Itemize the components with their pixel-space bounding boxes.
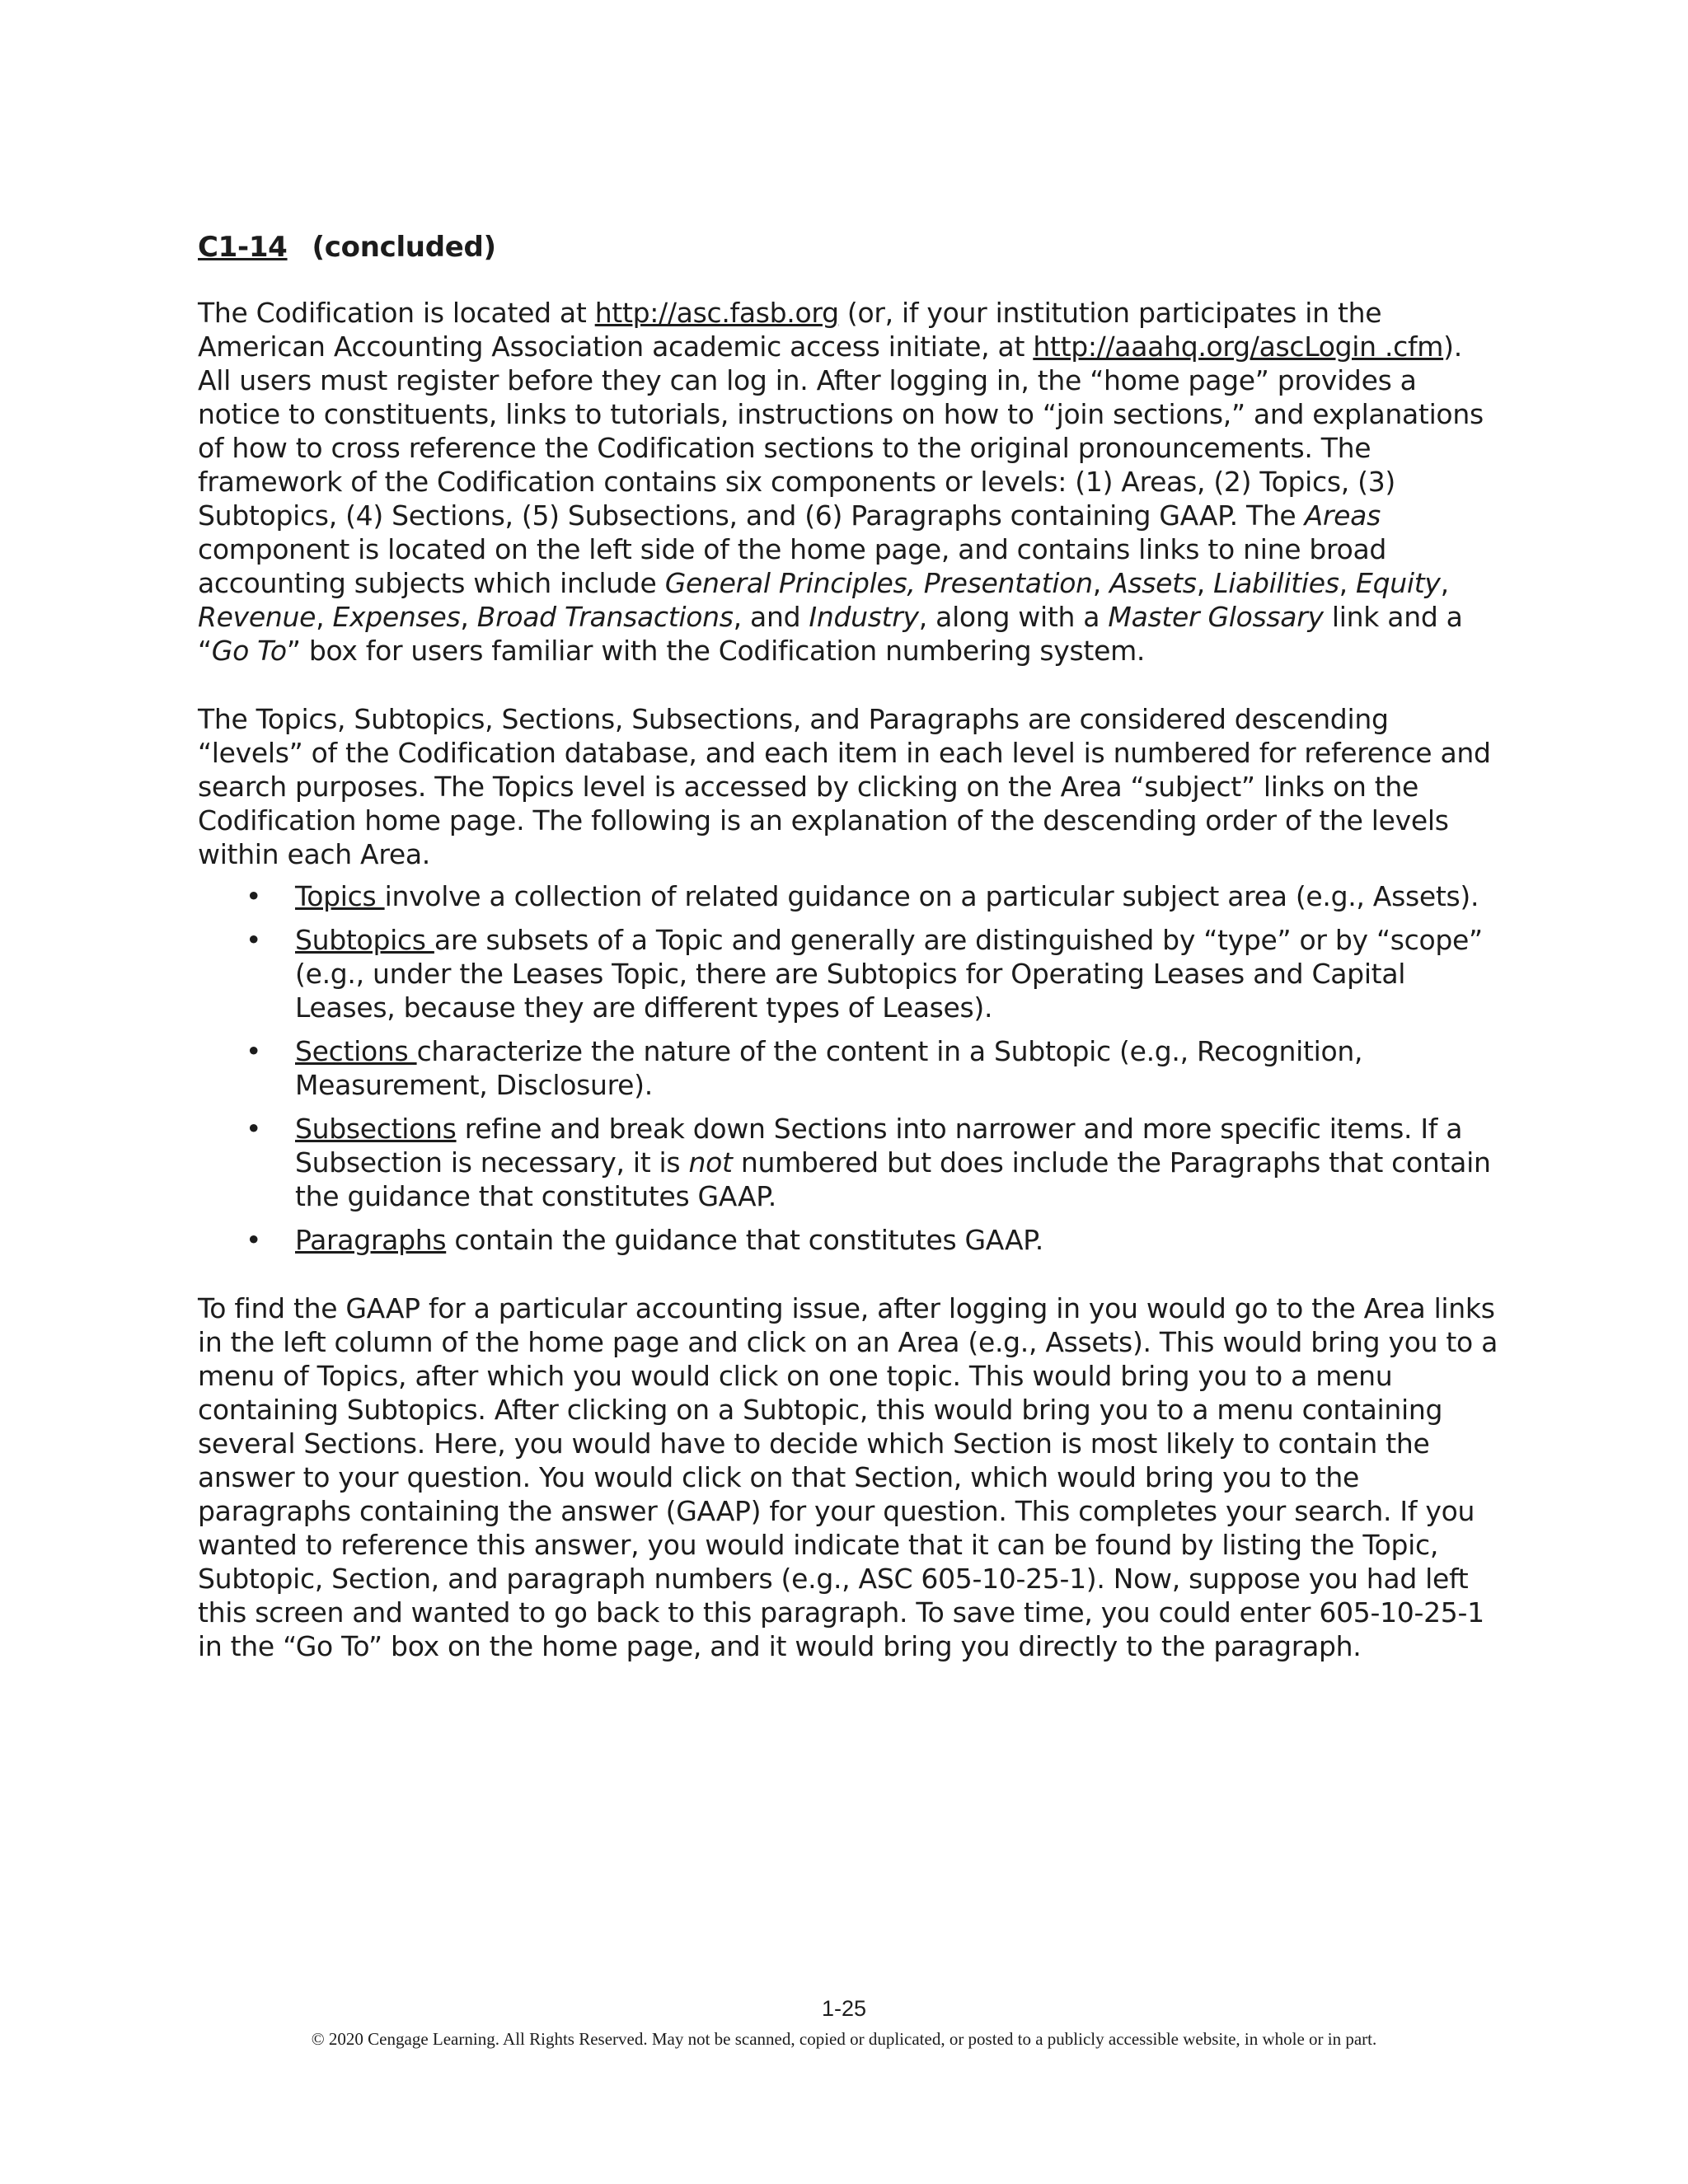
italic-areas: Areas: [1304, 499, 1381, 532]
text-run: , and: [733, 601, 809, 633]
bullet-icon: •: [246, 1113, 262, 1145]
bullet-icon: •: [246, 880, 262, 912]
text-run: ,: [1339, 567, 1357, 599]
text-run: component is located on the left side of the home page, and contains links to nine broad accounting subjects which include: [198, 533, 1387, 599]
term-topics: Topics: [295, 880, 385, 912]
text-run: (or, if your institution participates in the American Accounting Association academic access initiate, at: [198, 297, 1382, 363]
text-run: ,: [1196, 567, 1214, 599]
term-subsections: Subsections: [295, 1113, 457, 1145]
definition-text: contain the guidance that constitutes GAAP.: [446, 1224, 1043, 1256]
term-sections: Sections: [295, 1035, 417, 1067]
text-run: ). All users must register before they can log in. After logging in, the “home page” provides a notice to constituents, links to tutorials, instructions on how to “join sections,” and explanations of how to cross reference the Codification sections to the original pronouncements. The framework of the Codification contains six components or levels: (1) Areas, (2) Topics, (3) Subtopics, (4) Sections, (5) Subsections, and (6) Paragraphs containing GAAP. The: [198, 330, 1484, 532]
paragraph-finding-gaap: To find the GAAP for a particular accounting issue, after logging in you would go to the Area links in the left column of the home page and click on an Area (e.g., Assets). This would bring you to a menu of Topics, after which you would click on one topic. This would bring you to a menu containing Subtopics. After clicking on a Subtopic, this would bring you to a menu containing several Sections. Here, you would have to decide which Section is most likely to contain the answer to your question. You would click on that Section, which would bring you to the paragraphs containing the answer (GAAP) for your question. This completes your search. If you wanted to reference this answer, you would indicate that it can be found by listing the Topic, Subtopic, Section, and paragraph numbers (e.g., ASC 605-10-25-1). Now, suppose you had left this screen and wanted to go back to this paragraph. To save time, you could enter 605-10-25-1 in the “Go To” box on the home page, and it would bring you directly to the paragraph.: [198, 1292, 1498, 1662]
italic-revenue: Revenue: [198, 601, 316, 633]
definition-text: refine and break down Sections into narrower and more specific items. If a Subsection is necessary, it is: [295, 1113, 1463, 1179]
definition-text: characterize the nature of the content in a Subtopic (e.g., Recognition, Measurement, Disclosure).: [295, 1035, 1363, 1101]
levels-list: [198, 879, 1500, 1257]
text-run: ,: [460, 601, 477, 633]
list-item-paragraphs: [246, 1223, 1500, 1257]
text-run: The Codification is located at: [198, 297, 595, 329]
definition-text: involve a collection of related guidance on a particular subject area (e.g., Assets).: [384, 880, 1479, 912]
text-run: ,: [1440, 567, 1449, 599]
bullet-icon: •: [246, 924, 262, 956]
page-content: [198, 231, 1500, 1698]
link-aaahq-asclogin[interactable]: http://aaahq.org/ascLogin .cfm: [1033, 330, 1444, 363]
bullet-icon: •: [246, 1035, 262, 1067]
definition-text: are subsets of a Topic and generally are distinguished by “type” or by “scope” (e.g., under the Leases Topic, there are Subtopics for Operating Leases and Capital Leases, because they are different types of Leases).: [295, 924, 1483, 1024]
term-subtopics: Subtopics: [295, 924, 434, 956]
italic-liabilities: Liabilities: [1213, 567, 1339, 599]
text-run: ,: [316, 601, 333, 633]
text-run: ” box for users familiar with the Codification numbering system.: [286, 635, 1146, 667]
italic-assets: Assets: [1109, 567, 1197, 599]
text-run: , along with a: [918, 601, 1109, 633]
italic-equity: Equity: [1356, 567, 1441, 599]
italic-not: not: [688, 1146, 733, 1179]
list-item-subtopics: [246, 923, 1500, 1024]
copyright-notice: © 2020 Cengage Learning. All Rights Reserved. May not be scanned, copied or duplicated, or posted to a publicly accessible website, in whole or in part.: [311, 2029, 1377, 2049]
list-item-topics: [246, 879, 1500, 913]
page-number: 1-25: [821, 1996, 867, 2021]
paragraph-codification-location: [198, 296, 1500, 668]
paragraph-levels-intro: The Topics, Subtopics, Sections, Subsections, and Paragraphs are considered descending “levels” of the Codification database, and each item in each level is numbered for reference and search purposes. The Topics level is accessed by clicking on the Area “subject” links on the Codification home page. The following is an explanation of the descending order of the levels within each Area.: [198, 703, 1491, 870]
definition-text: numbered but does include the Paragraphs that contain the guidance that constitutes GAAP.: [295, 1146, 1491, 1212]
case-code: C1-14: [198, 231, 288, 264]
italic-industry: Industry: [809, 601, 919, 633]
case-heading: [198, 231, 1500, 265]
text-run: link and a “: [198, 601, 1463, 667]
link-asc-fasb[interactable]: http://asc.fasb.org: [594, 297, 839, 329]
italic-master-glossary: Master Glossary: [1108, 601, 1324, 633]
list-item-sections: [246, 1034, 1500, 1102]
term-paragraphs: Paragraphs: [295, 1224, 447, 1256]
italic-go-to: Go To: [211, 635, 287, 667]
case-status: (concluded): [312, 231, 496, 264]
bullet-icon: •: [246, 1224, 262, 1256]
list-item-subsections: [246, 1112, 1500, 1213]
italic-general-principles: General Principles, Presentation: [664, 567, 1093, 599]
italic-broad-transactions: Broad Transactions: [476, 601, 734, 633]
italic-expenses: Expenses: [332, 601, 461, 633]
text-run: ,: [1092, 567, 1110, 599]
